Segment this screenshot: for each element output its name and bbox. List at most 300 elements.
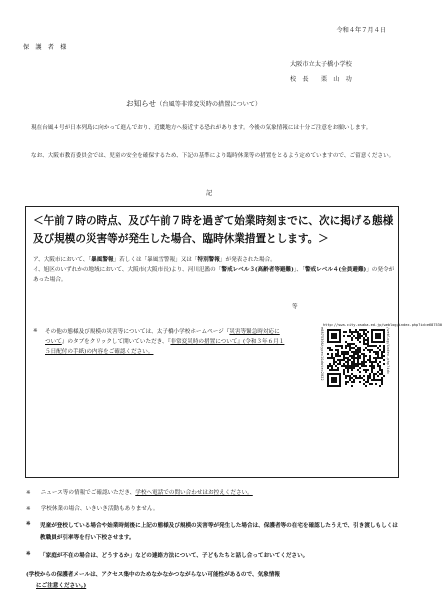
qr-module	[373, 351, 375, 353]
qr-module	[383, 331, 385, 333]
item-i-prefix: イ、旭区のいずれかの地域において、大阪市(大阪市長)より、河川氾濫の「	[33, 267, 222, 273]
qr-module	[367, 343, 369, 345]
qr-module	[333, 377, 335, 379]
qr-module	[359, 371, 361, 373]
qr-module	[375, 345, 377, 347]
qr-module	[335, 337, 337, 339]
qr-module	[339, 383, 341, 385]
qr-module	[379, 379, 381, 381]
qr-module	[357, 377, 359, 379]
qr-module	[351, 333, 353, 335]
qr-module	[331, 349, 333, 351]
qr-module	[353, 379, 355, 381]
qr-module	[375, 383, 377, 385]
qr-module	[341, 359, 343, 361]
qr-module	[343, 371, 345, 373]
note-text-2: 』のタブをクリックして開いていただき、『	[61, 339, 171, 345]
qr-module	[353, 355, 355, 357]
qr-module	[343, 351, 345, 353]
ki-label: 記	[206, 190, 213, 197]
qr-module	[331, 379, 333, 381]
qr-module	[347, 369, 349, 371]
qr-module	[353, 331, 355, 333]
qr-module	[365, 355, 367, 357]
qr-module	[359, 329, 361, 331]
qr-module	[379, 329, 381, 331]
qr-module	[367, 331, 369, 333]
qr-module	[375, 341, 377, 343]
qr-module	[377, 371, 379, 373]
qr-module	[355, 329, 357, 331]
qr-module	[371, 349, 373, 351]
qr-module	[339, 361, 341, 363]
qr-module	[335, 377, 337, 379]
qr-module	[353, 347, 355, 349]
qr-module	[381, 373, 383, 375]
qr-module	[335, 353, 337, 355]
qr-module	[331, 377, 333, 379]
qr-module	[355, 349, 357, 351]
qr-module	[347, 381, 349, 383]
qr-module	[347, 367, 349, 369]
qr-module	[379, 345, 381, 347]
qr-module	[339, 373, 341, 375]
qr-module	[351, 351, 353, 353]
qr-module	[361, 335, 363, 337]
qr-module	[351, 365, 353, 367]
title-main: お知らせ	[126, 99, 157, 108]
qr-module	[337, 349, 339, 351]
qr-module	[365, 339, 367, 341]
qr-module	[343, 373, 345, 375]
qr-module	[329, 347, 331, 349]
qr-module	[365, 361, 367, 363]
note-text	[45, 327, 285, 357]
qr-module	[339, 355, 341, 357]
qr-module	[343, 365, 345, 367]
qr-module	[351, 355, 353, 357]
qr-module	[373, 361, 375, 363]
qr-module	[363, 349, 365, 351]
qr-module	[351, 363, 353, 365]
qr-module	[357, 349, 359, 351]
qr-module	[367, 377, 369, 379]
qr-module	[343, 359, 345, 361]
qr-module	[365, 343, 367, 345]
qr-module	[365, 381, 367, 383]
qr-module	[381, 369, 383, 371]
note-ikiiki	[26, 505, 159, 514]
qr-module	[351, 377, 353, 379]
qr-module	[367, 337, 369, 339]
qr-module	[355, 363, 357, 365]
item-a-prefix: ア、大阪市において、「	[33, 257, 92, 263]
qr-module	[329, 385, 331, 387]
qr-module	[347, 343, 349, 345]
qr-module	[379, 335, 381, 337]
qr-module	[357, 363, 359, 365]
qr-module	[369, 355, 371, 357]
qr-module	[367, 349, 369, 351]
item-a-mid: 」若しくは「暴風雪警報」又は「	[113, 257, 198, 263]
qr-module	[349, 355, 351, 357]
qr-module	[335, 341, 337, 343]
qr-module	[347, 371, 349, 373]
qr-module	[363, 361, 365, 363]
qr-module	[379, 333, 381, 335]
qr-module	[373, 365, 375, 367]
qr-module	[379, 337, 381, 339]
qr-module	[351, 367, 353, 369]
qr-module	[383, 349, 385, 351]
qr-module	[375, 353, 377, 355]
qr-module	[347, 357, 349, 359]
qr-module	[357, 333, 359, 335]
qr-module	[337, 355, 339, 357]
qr-module	[327, 337, 329, 339]
link-disaster-response[interactable]: 災害等緊急時対応について	[45, 329, 280, 345]
qr-module	[377, 329, 379, 331]
qr-module	[333, 379, 335, 381]
qr-module	[339, 341, 341, 343]
qr-module	[375, 357, 377, 359]
qr-module	[355, 351, 357, 353]
qr-module	[347, 351, 349, 353]
qr-module	[343, 369, 345, 371]
qr-module	[333, 385, 335, 387]
qr-module	[371, 329, 373, 331]
qr-module	[357, 337, 359, 339]
qr-module	[381, 381, 383, 383]
qr-module	[351, 337, 353, 339]
qr-module	[359, 335, 361, 337]
qr-module	[333, 361, 335, 363]
qr-module	[379, 373, 381, 375]
qr-module	[369, 351, 371, 353]
qr-module	[373, 377, 375, 379]
qr-module	[365, 385, 367, 387]
title-sub: （台風等非常変災時の措置について）	[156, 101, 262, 108]
bold-note-2-text: 「家庭が不在の場合は、どうするか」などの連絡方法について、子どもたちと話し合っておいてください。	[40, 553, 309, 559]
qr-module	[367, 359, 369, 361]
qr-module	[329, 357, 331, 359]
qr-module	[383, 337, 385, 339]
qr-module	[371, 331, 373, 333]
item-i-level3: 警戒レベル３(高齢者等避難)	[221, 267, 294, 273]
qr-module	[357, 369, 359, 371]
qr-module	[347, 375, 349, 377]
qr-url-right: /weblog/index.php?id=	[386, 327, 390, 375]
qr-module	[327, 357, 329, 359]
qr-module	[365, 369, 367, 371]
qr-module	[353, 343, 355, 345]
qr-module	[377, 335, 379, 337]
qr-module	[351, 343, 353, 345]
qr-module	[339, 339, 341, 341]
qr-module	[373, 345, 375, 347]
date-text: 令和４年７月４日	[336, 27, 386, 34]
qr-module	[339, 329, 341, 331]
qr-module	[333, 373, 335, 375]
qr-module	[377, 379, 379, 381]
qr-module	[363, 379, 365, 381]
qr-module	[379, 369, 381, 371]
qr-module	[375, 361, 377, 363]
qr-module	[331, 369, 333, 371]
qr-module	[373, 329, 375, 331]
link-emergency-measures[interactable]: 非常変災時の措置について	[170, 339, 238, 345]
qr-module	[381, 379, 383, 381]
qr-module	[349, 335, 351, 337]
qr-module	[333, 333, 335, 335]
qr-module	[353, 381, 355, 383]
qr-module	[349, 347, 351, 349]
qr-module	[331, 357, 333, 359]
qr-module	[375, 359, 377, 361]
qr-module	[359, 367, 361, 369]
qr-module	[345, 347, 347, 349]
qr-module	[333, 363, 335, 365]
qr-module	[337, 369, 339, 371]
qr-module	[335, 381, 337, 383]
qr-module	[363, 365, 365, 367]
qr-module	[377, 357, 379, 359]
qr-module	[335, 355, 337, 357]
qr-module	[363, 343, 365, 345]
qr-module	[335, 373, 337, 375]
qr-module	[349, 379, 351, 381]
qr-module	[371, 367, 373, 369]
note-news	[26, 489, 253, 498]
note-news-underlined: 学校へ電話での問い合わせはお控えください。	[135, 490, 253, 496]
qr-module	[343, 335, 345, 337]
qr-module	[381, 355, 383, 357]
qr-module	[351, 381, 353, 383]
qr-module	[341, 365, 343, 367]
qr-module	[367, 341, 369, 343]
qr-module	[377, 375, 379, 377]
qr-module	[335, 365, 337, 367]
item-a-storm-warning: 暴風警報	[91, 257, 114, 263]
qr-module	[349, 359, 351, 361]
qr-module	[377, 341, 379, 343]
qr-module	[355, 357, 357, 359]
qr-module	[347, 335, 349, 337]
bold-note-1-mark: ※	[26, 521, 31, 527]
qr-module	[347, 359, 349, 361]
note-ikiiki-text: 学校休業の場合、いきいき活動もありません。	[40, 506, 159, 512]
qr-module	[339, 363, 341, 365]
qr-module	[365, 329, 367, 331]
qr-module	[327, 377, 329, 379]
page-title	[126, 98, 261, 109]
qr-module	[383, 339, 385, 341]
qr-module	[381, 377, 383, 379]
qr-module	[351, 347, 353, 349]
qr-module	[383, 341, 385, 343]
qr-module	[353, 367, 355, 369]
qr-module	[351, 369, 353, 371]
qr-module	[333, 357, 335, 359]
qr-module	[371, 379, 373, 381]
qr-module	[353, 359, 355, 361]
qr-module	[331, 365, 333, 367]
qr-module	[351, 385, 353, 387]
qr-module	[329, 373, 331, 375]
qr-module	[327, 375, 329, 377]
qr-module	[361, 353, 363, 355]
qr-module	[381, 329, 383, 331]
qr-url-left: e687530&type=1&date=2022	[320, 327, 324, 381]
qr-module	[359, 351, 361, 353]
qr-module	[363, 341, 365, 343]
qr-module	[367, 381, 369, 383]
qr-module	[335, 333, 337, 335]
note-ikiiki-mark: ※	[26, 506, 31, 512]
qr-module	[383, 351, 385, 353]
qr-module	[327, 347, 329, 349]
qr-module	[339, 331, 341, 333]
qr-module	[353, 357, 355, 359]
qr-module	[375, 373, 377, 375]
qr-module	[337, 345, 339, 347]
qr-module	[353, 375, 355, 377]
qr-module	[335, 369, 337, 371]
qr-module	[329, 349, 331, 351]
qr-module	[357, 335, 359, 337]
note-news-text: ニュース等の情報でご確認いただき、	[40, 490, 136, 496]
qr-module	[327, 333, 329, 335]
qr-module	[383, 333, 385, 335]
qr-module	[345, 381, 347, 383]
qr-module	[365, 335, 367, 337]
qr-module	[351, 361, 353, 363]
qr-module	[337, 341, 339, 343]
qr-module	[363, 339, 365, 341]
qr-module	[357, 351, 359, 353]
qr-module	[359, 337, 361, 339]
qr-module	[329, 341, 331, 343]
qr-module	[369, 377, 371, 379]
school-name: 大阪市立太子橋小学校	[290, 61, 352, 68]
qr-module	[371, 365, 373, 367]
qr-module	[345, 357, 347, 359]
final-note-line-2: にご注意ください。)	[36, 583, 87, 589]
qr-module	[327, 329, 329, 331]
qr-module	[355, 377, 357, 379]
qr-module	[335, 335, 337, 337]
qr-module	[339, 335, 341, 337]
qr-module	[359, 347, 361, 349]
qr-module	[335, 329, 337, 331]
qr-module	[337, 367, 339, 369]
qr-module	[369, 349, 371, 351]
qr-code-icon[interactable]	[327, 329, 385, 387]
qr-module	[383, 359, 385, 361]
qr-module	[379, 365, 381, 367]
qr-module	[329, 365, 331, 367]
qr-module	[349, 377, 351, 379]
qr-module	[379, 357, 381, 359]
qr-module	[339, 375, 341, 377]
qr-module	[339, 345, 341, 347]
qr-module	[371, 345, 373, 347]
qr-module	[375, 337, 377, 339]
qr-module	[331, 333, 333, 335]
qr-module	[331, 329, 333, 331]
qr-module	[329, 363, 331, 365]
qr-module	[373, 341, 375, 343]
qr-module	[383, 375, 385, 377]
qr-module	[339, 381, 341, 383]
qr-module	[349, 345, 351, 347]
qr-module	[349, 365, 351, 367]
note-text-1: その他の態様及び規模の災害等については、太子橋小学校ホームページ『	[45, 329, 230, 335]
qr-module	[367, 375, 369, 377]
qr-module	[361, 377, 363, 379]
qr-module	[379, 385, 381, 387]
qr-module	[381, 351, 383, 353]
qr-module	[365, 365, 367, 367]
qr-module	[357, 357, 359, 359]
qr-module	[371, 369, 373, 371]
etc-label: 等	[292, 304, 298, 310]
qr-module	[339, 359, 341, 361]
qr-module	[357, 359, 359, 361]
qr-module	[343, 331, 345, 333]
qr-module	[345, 331, 347, 333]
qr-module	[355, 375, 357, 377]
qr-module	[349, 367, 351, 369]
qr-module	[333, 329, 335, 331]
final-note-line-1: (学校からの保護者メールは、アクセス集中のためなかなかつながらない可能性があるので、気象情報	[26, 572, 280, 578]
qr-module	[359, 333, 361, 335]
qr-module	[335, 345, 337, 347]
qr-module	[365, 333, 367, 335]
qr-module	[361, 363, 363, 365]
qr-module	[327, 385, 329, 387]
qr-module	[335, 361, 337, 363]
qr-module	[355, 345, 357, 347]
qr-module	[381, 341, 383, 343]
qr-module	[353, 351, 355, 353]
qr-module	[331, 385, 333, 387]
intro-paragraph-1: 現在台風４号が日本列島に向かって進んでおり、近畿地方へ接近する恐れがあります。今後の気象情報には十分ご注意をお願いします。	[31, 125, 372, 131]
qr-module	[343, 355, 345, 357]
qr-module	[329, 329, 331, 331]
qr-module	[345, 383, 347, 385]
qr-module	[337, 363, 339, 365]
qr-module	[359, 377, 361, 379]
qr-module	[375, 351, 377, 353]
qr-module	[345, 365, 347, 367]
qr-module	[381, 371, 383, 373]
qr-module	[327, 367, 329, 369]
note-news-mark: ※	[26, 490, 31, 496]
qr-module	[333, 337, 335, 339]
qr-module	[371, 335, 373, 337]
note-text-3: 』(令和３年６月１５日配付の手紙)の内容をご確認ください。	[45, 339, 285, 355]
qr-module	[357, 353, 359, 355]
qr-module	[373, 375, 375, 377]
qr-module	[327, 381, 329, 383]
qr-module	[345, 351, 347, 353]
item-i-level4: 警戒レベル４(全員避難)	[304, 267, 367, 273]
qr-module	[363, 329, 365, 331]
qr-module	[369, 383, 371, 385]
qr-module	[345, 341, 347, 343]
qr-module	[351, 373, 353, 375]
